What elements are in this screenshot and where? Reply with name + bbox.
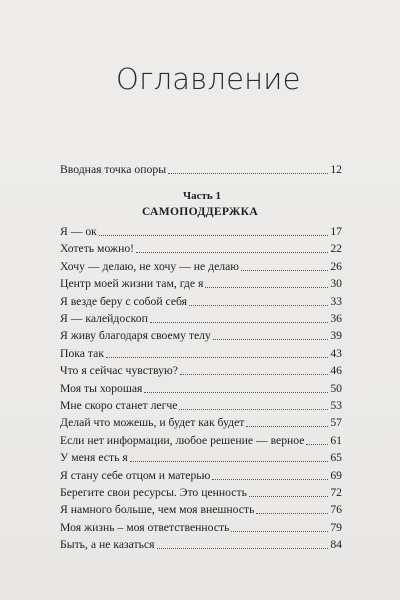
dot-leader (179, 409, 328, 410)
toc-entry (60, 413, 342, 430)
toc-entry-page: 72 (330, 486, 342, 499)
toc-entry-title: Я — калейдоскоп (60, 312, 148, 325)
toc-entry (60, 535, 342, 552)
toc-entry-page: 30 (330, 277, 342, 291)
toc-entry-title: Моя ты хорошая (60, 381, 143, 395)
toc-entry-page: 39 (330, 329, 342, 343)
toc-entry-page: 53 (330, 399, 342, 412)
dot-leader (212, 479, 328, 480)
toc-entry-page: 79 (330, 520, 342, 534)
toc-entry-title: Центр моей жизни там, где я (60, 277, 204, 291)
toc-entry (60, 466, 342, 483)
toc-entry (60, 222, 342, 239)
dot-leader (136, 252, 328, 253)
dot-leader (189, 305, 328, 306)
toc-entry (60, 292, 342, 309)
toc-entry-page: 61 (330, 433, 342, 447)
toc-entry-title: Мне скоро станет легче (60, 399, 178, 412)
toc-entry-title: Я везде беру с собой себя (60, 294, 188, 308)
toc-entry-title: Берегите свои ресурсы. Это ценность (60, 486, 247, 499)
toc-entry-page: 43 (330, 346, 342, 360)
toc-entry (60, 483, 342, 500)
toc-entry-page: 84 (330, 538, 342, 552)
toc-intro-entry (60, 160, 342, 177)
toc-entry-title: Я — ок (60, 225, 97, 238)
dot-leader (157, 548, 329, 549)
dot-leader (106, 357, 328, 358)
dot-leader (205, 287, 328, 288)
toc-entry (60, 239, 342, 256)
toc-entry-title: Моя жизнь – моя ответственность (60, 520, 230, 534)
toc-entry-title: У меня есть я (60, 451, 128, 465)
dot-leader (130, 461, 329, 462)
toc-entry (60, 518, 342, 535)
dot-leader (249, 496, 328, 497)
toc-entry (60, 361, 342, 378)
dot-leader (231, 531, 328, 532)
toc-entry-page: 57 (330, 416, 342, 430)
toc-entry-title: Что я сейчас чувствую? (60, 364, 178, 378)
dot-leader (213, 339, 328, 340)
toc-entry-page: 17 (330, 225, 342, 238)
toc-entry (60, 274, 342, 291)
dot-leader (241, 270, 328, 271)
dot-leader (246, 426, 328, 427)
toc-entry (60, 257, 342, 274)
toc-entry-page: 65 (330, 451, 342, 465)
toc-entry-title: Делай что можешь, и будет как будет (60, 416, 245, 430)
toc-heading: Оглавление (116, 62, 301, 96)
toc-entry (60, 396, 342, 413)
toc-entry-title: Если нет информации, любое решение — верное (60, 433, 305, 447)
toc-entry-title: Я намного больше, чем моя внешность (60, 503, 255, 517)
toc-entry (60, 500, 342, 517)
toc-entry-title: Я живу благодаря своему телу (60, 329, 211, 343)
part-title: САМОПОДДЕРЖКА (141, 205, 259, 218)
toc-entry-page: 46 (330, 364, 342, 378)
toc-entry-title: Хочу — делаю, не хочу — не делаю (60, 259, 240, 273)
toc-entry-page: 69 (330, 468, 342, 482)
dot-leader (168, 173, 328, 174)
dot-leader (306, 444, 328, 445)
toc-entry-page: 22 (330, 242, 342, 256)
toc-entry-page: 76 (330, 503, 342, 517)
toc-entry (60, 344, 342, 361)
dot-leader (144, 392, 328, 393)
toc-entry (60, 448, 342, 465)
toc-entry-title: Я стану себе отцом и матерью (60, 468, 211, 482)
toc-entry (60, 326, 342, 343)
toc-entry-page: 36 (330, 312, 342, 325)
toc-entry-title: Вводная точка опоры (60, 163, 167, 176)
toc-entry-title: Быть, а не казаться (60, 538, 155, 552)
toc-entry (60, 379, 342, 396)
part-label: Часть 1 (183, 190, 221, 202)
toc-entry-page: 50 (330, 381, 342, 395)
dot-leader (150, 322, 328, 323)
toc-entry (60, 309, 342, 326)
dot-leader (99, 235, 328, 236)
toc-entry-page: 26 (330, 259, 342, 273)
toc-entry-page: 33 (330, 294, 342, 308)
toc-entry-title: Пока так (60, 346, 105, 360)
toc-entry (60, 431, 342, 448)
dot-leader (180, 374, 328, 375)
dot-leader (256, 513, 328, 514)
toc-entry-title: Хотеть можно! (60, 242, 135, 256)
toc-entry-page: 12 (330, 163, 342, 176)
